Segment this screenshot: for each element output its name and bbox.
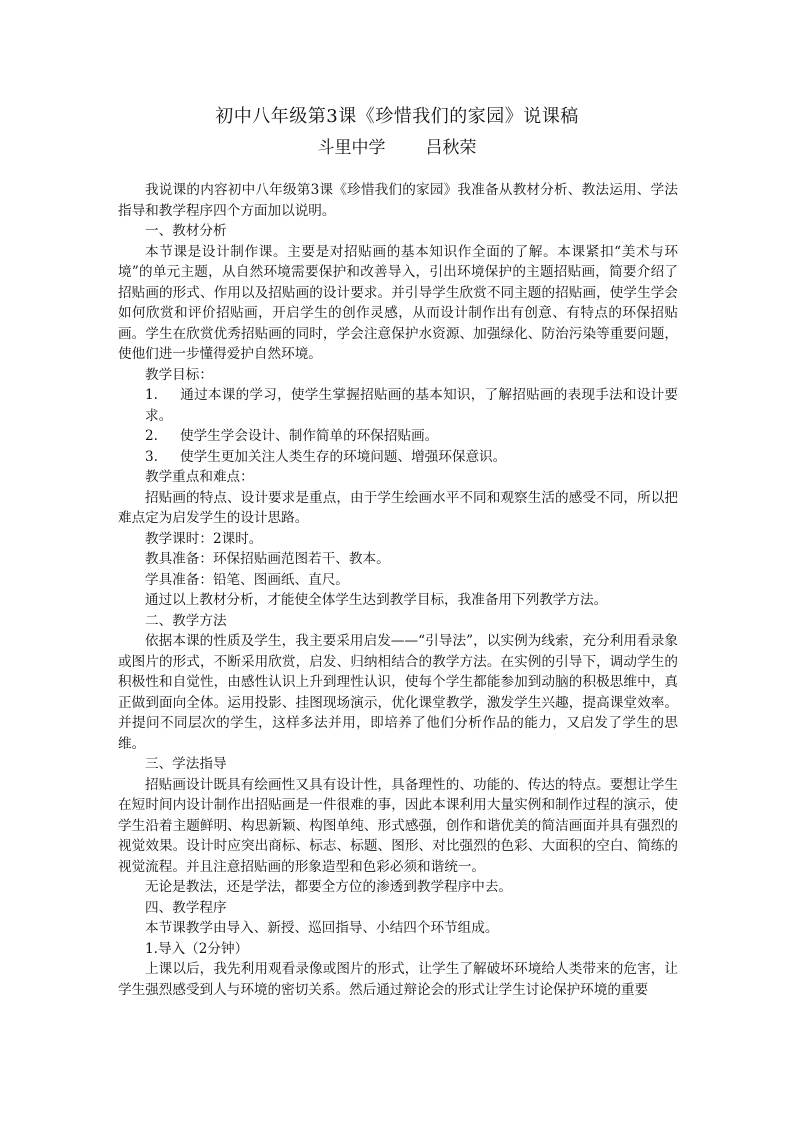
- section-heading: 四、教学程序: [145, 899, 227, 916]
- goal-number: 3.: [145, 448, 158, 465]
- paragraph: 教学课时：2课时。: [145, 530, 263, 547]
- paragraph: 学具准备：铅笔、图画纸、直尺。: [145, 571, 349, 588]
- goal-number: 1.: [145, 387, 158, 403]
- subheading: 1.导入（2分钟）: [145, 940, 249, 957]
- paragraph: 本节课是设计制作课。主要是对招贴画的基本知识作全面的了解。本课紧扣“美术与环境”的单元主题，从自然环境需要保护和改善导入，引出环境保护的主题招贴画，简要介绍了招贴画的形式、作用以及招贴画的设计要求。并引导学生欣赏不同主题的招贴画，使学生学会如何欣赏和评价招贴画，开启学生的创作灵感，从而设计制作出有创意、有特点的环保招贴画。学生在欣赏优秀招贴画的同时，学会注意保护水资源、加强绿化、防治污染等重要问题，使他们进一步懂得爱护自然环境。: [118, 243, 678, 362]
- paragraph: 上课以后，我先利用观看录像或图片的形式，让学生了解破坏环境给人类带来的危害，让学生强烈感受到人与环境的密切关系。然后通过辩论会的形式让学生讨论保护环境的重要: [118, 961, 678, 998]
- section-heading: 二、教学方法: [145, 612, 227, 629]
- document-title: 初中八年级第3课《珍惜我们的家园》说课稿: [215, 106, 579, 127]
- goal-text: 通过本课的学习，使学生掌握招贴画的基本知识，了解招贴画的表现手法和设计要求。: [145, 387, 678, 424]
- section-heading: 三、学法指导: [145, 756, 227, 772]
- paragraph: 招贴画的特点、设计要求是重点，由于学生绘画水平不同和观察生活的感受不同，所以把难点定为启发学生的设计思路。: [118, 489, 678, 526]
- subheading: 教学目标：: [145, 366, 213, 383]
- paragraph: 招贴画设计既具有绘画性又具有设计性，具备理性的、功能的、传达的特点。要想让学生在短时间内设计制作出招贴画是一件很难的事，因此本课利用大量实例和制作过程的演示，使学生沿着主题鲜明、构思新颖、构图单纯、形式感强，创作和谐优美的简洁画面并具有强烈的视觉效果。设计时应突出商标、标志、标题、图形、对比强烈的色彩、大面积的空白、简练的视觉流程。并且注意招贴画的形象造型和色彩必须和谐统一。: [118, 776, 678, 875]
- paragraph: 教具准备：环保招贴画范图若干、教本。: [145, 551, 390, 567]
- section-heading: 一、教材分析: [145, 223, 227, 239]
- goal-item: [118, 447, 678, 468]
- goal-text: 使学生学会设计、制作简单的环保招贴画。: [180, 428, 439, 444]
- intro-paragraph: 我说课的内容初中八年级第3课《珍惜我们的家园》我准备从教材分析、教法运用、学法指导和教学程序四个方面加以说明。: [118, 182, 678, 219]
- goal-text: 使学生更加关注人类生存的环境问题、增强环保意识。: [180, 448, 507, 465]
- school-name: 斗里中学: [317, 138, 386, 158]
- paragraph: 依据本课的性质及学生，我主要采用启发——“引导法”，以实例为线索，充分利用看录象或图片的形式，不断采用欣赏，启发、归纳相结合的教学方法。在实例的引导下，调动学生的积极性和自觉性，由感性认识上升到理性认识，使每个学生都能参加到动脑的积极思维中，真正做到面向全体。运用投影、挂图现场演示，优化课堂教学，激发学生兴趣，提高课堂效率。并提问不同层次的学生，这样多法并用，即培养了他们分析作品的能力，又启发了学生的思维。: [118, 633, 678, 752]
- goal-item: [118, 385, 678, 426]
- paragraph: 通过以上教材分析，才能使全体学生达到教学目标，我准备用下列教学方法。: [145, 592, 608, 608]
- subheading: 教学重点和难点：: [145, 469, 254, 485]
- document-body: [118, 180, 678, 1000]
- goal-number: 2.: [145, 428, 158, 444]
- paragraph: 无论是教法，还是学法，都要全方位的渗透到教学程序中去。: [145, 879, 513, 895]
- author-name: 吕秋荣: [425, 138, 477, 158]
- byline: [0, 136, 794, 160]
- goal-item: [118, 426, 678, 447]
- paragraph: 本节课教学由导入、新授、巡回指导、小结四个环节组成。: [145, 920, 499, 936]
